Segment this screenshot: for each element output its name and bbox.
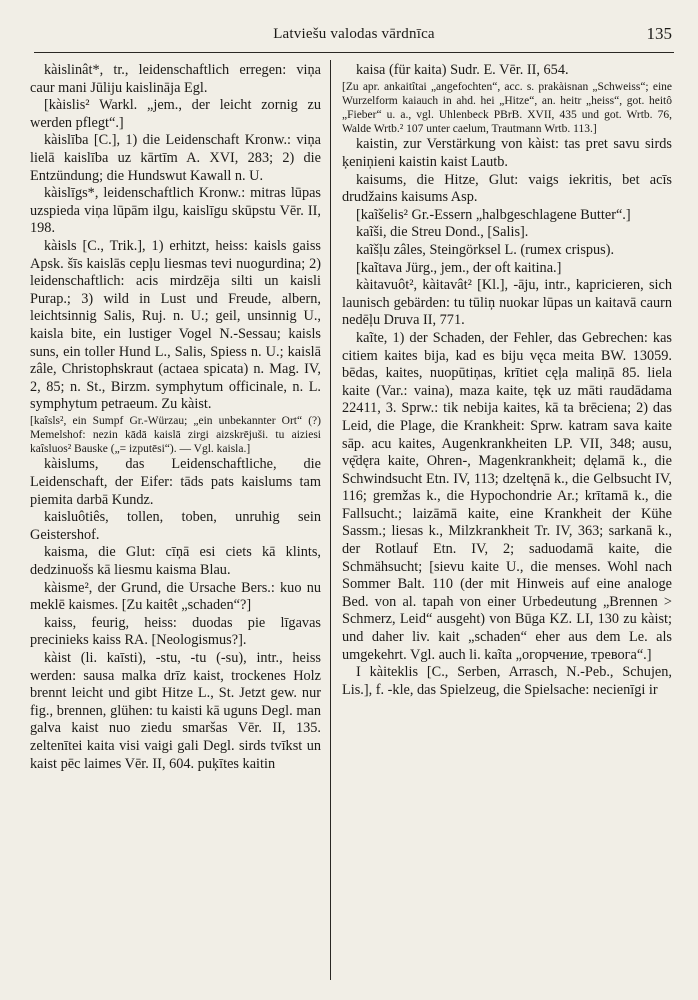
dictionary-entry: kaĩši, die Streu Dond., [Salis].: [356, 224, 529, 241]
dictionary-entry: kàisme², der Grund, die Ursache Bers.: kuo nu meklē kaismes. [Zu kaitêt „schaden“?]: [30, 579, 321, 614]
dictionary-entry: kàitavuôt², kàitavât² [Kl.], -āju, intr., kapricieren, sich launisch gebärden: tu tūliņ nuokar lūpas un kaitavā caurn nedēļu Druva II, 771.: [342, 277, 672, 329]
right-column: [342, 62, 672, 699]
dictionary-title: Latviešu valodas vārdnīca: [273, 26, 435, 42]
dictionary-entry: kàist (li. kaīsti), -stu, -tu (-su), intr., heiss werden: sausa malka drīz kaist, trockenes Holz brennt leicht und gibt Hitze L., St. Jetzt gew. nur fig., brennen, glühen: tu kaisti kā uguns Degl. man galva kaist nuo ziedu smaršas Vēr. II, 135. zeltenītei kaita visi vaigi gali Degl. sirds tvīkst un kaist pēc laimes Vēr. II, 604. puķītes kaitin: [30, 650, 321, 772]
dictionary-entry: kaisluôtiês, tollen, toben, unruhig sein Geistershof.: [30, 509, 321, 543]
dictionary-entry: kaĩte, 1) der Schaden, der Fehler, das Gebrechen: kas citiem kaites bija, kad es biju vęca meita BW. 13059. bēdas, kaites, nuopūtiņas, krītiet cęļa maliņā 85. liela kaite (Var.: vaina), maza kaite, tęk uz māti raudādama 22411, 3. Sprw.: tik nebija kaites, kā ta brēciena; 2) das Leid, die Plage, die Krankheit: Sprw. katram sava kaite sāp. acu kaites, Augenkrankheiten LP. VII, 348; ausu, vę̄dęra kaite, Ohren-, Magenkrankheit; dęlamā k., die Schwindsucht Etn. IV, 113; dzeltęnā k., die Gelbsucht IV, 116; gremžas k., die Hypochondrie Ar.; krītamā k., die Fallsucht.; laizāmā kaite, eine Krankheit der Kühe Sassm.; liesas k., Milzkrankheit Tr. IV, 363; sarkanā k., der Rotlauf Etn. IV, 2; saduodamā kaite, die Schmähsucht; [sievu kaite U., die menses. Wohl nach Sommer Balt. 110 (der mit Hinweis auf eine analoge Bed. von al. tapah von einer Urbedeutung „Brennen > Schmerz, Leid“ ausgeht) von Būga KZ. LI, 130 zu kàist; und daher liv. kait „schaden“ eher aus dem Le. als umgekehrt. Vgl. auch li. kaĩta „огорчение, тревога“.]: [342, 329, 672, 663]
dictionary-entry: kaistin, zur Verstärkung von kàist: tas pret savu sirds ķeniņieni kaistin kaist Lautb.: [342, 136, 672, 170]
dictionary-entry: kàislīgs*, leidenschaftlich Kronw.: mitras lūpas uzspieda viņa lūpām ilgu, kaislīgu skūpstu Vēr. II, 198.: [30, 185, 321, 237]
dictionary-entry: [kàislis² Warkl. „jem., der leicht zornig zu werden pflegt“.]: [30, 97, 321, 131]
dictionary-entry: kaisa (für kaita) Sudr. E. Vēr. II, 654.: [356, 62, 569, 78]
dictionary-entry: kaisums, die Hitze, Glut: vaigs iekritis, bet acīs drudžains kaisums Asp.: [342, 171, 672, 206]
dictionary-entry: kàislība [C.], 1) die Leidenschaft Kronw.: viņa lielā kaislība uz kārtīm A. XVI, 283; 2) die Entzündung; die Hundswut Kawall n. U.: [30, 132, 321, 184]
dictionary-entry: I kàiteklis [C., Serben, Arrasch, N.-Peb., Schujen, Lis.], f. -kle, das Spielzeug, die Spielsache: necienīgi ir: [342, 664, 672, 698]
dictionary-entry: [kaĩšelis² Gr.-Essern „halbgeschlagene Butter“.]: [356, 206, 631, 223]
dictionary-entry: kàislinât*, tr., leidenschaftlich erregen: viņa caur mani Jūliju kaislināja Egl.: [30, 62, 321, 96]
dictionary-entry: [kaîsls², ein Sumpf Gr.-Würzau; „ein unbekannter Ort“ (?) Memelshof: nezin kādā kaislā zirgi aizskrējuši. tu aiziesi kaîsluos² Bauske („= izputēsi“). — Vgl. kaisla.]: [30, 414, 321, 456]
dictionary-entry: [Zu apr. ankaitîtai „angefochten“, acc. s. prakàisnan „Schweiss“; eine Wurzelform kaiauch in ahd. hei „Hitze“, an. heitr „heiss“, got. heitô „Fieber“ u. a., vgl. Uhlenbeck PBrB. XVII, 435 und got. Wrtb. 76, Walde Wrtb.² 107 unter caelum, Trautmann Wrtb. 113.]: [342, 80, 672, 136]
dictionary-entry: kaiss, feurig, heiss: duodas pie līgavas precinieks kaiss RA. [Neologismus?].: [30, 614, 321, 649]
header-rule: [34, 52, 674, 53]
page-number: 135: [646, 24, 672, 43]
dictionary-entry: kaĩšļu zâles, Steingörksel L. (rumex crispus).: [356, 241, 615, 258]
dictionary-entry: kaisma, die Glut: cīņā esi ciets kā klints, dedzinuošs kā liesmu kaisma Blau.: [30, 544, 321, 579]
left-column: [30, 62, 321, 773]
dictionary-entry: kàisls [C., Trik.], 1) erhitzt, heiss: kaisls gaiss Apsk. šīs kaislās cepļu liesmas tevi nuogurdina; 2) leidenschaftlich: acis mirdzēja silti un kaisli Purap.; 3) wild in Lust und Freude, albern, leichtsinnig Salis, Ruj. n. U.; geil, unsinnig U., kaisla bite, ein lustiger Vogel N.-Sessau; kaisls suns, ein toller Hund L., Salis, Spiess n. U.; kaislā zâle, Christophskraut (actaea spicata) n. Mag. IV, 2, 85; n. St., Birzm. symphytum officinale, n. L. symphytum petraeum. Zu kàist.: [30, 237, 321, 413]
column-divider: [330, 60, 331, 980]
dictionary-entry: [kaĩtava Jürg., jem., der oft kaitina.]: [356, 259, 562, 276]
dictionary-entry: kàislums, das Leidenschaftliche, die Leidenschaft, der Eifer: tāds pats kaislums tam piemita darbā Kundz.: [30, 456, 321, 508]
page-header: [34, 18, 674, 48]
